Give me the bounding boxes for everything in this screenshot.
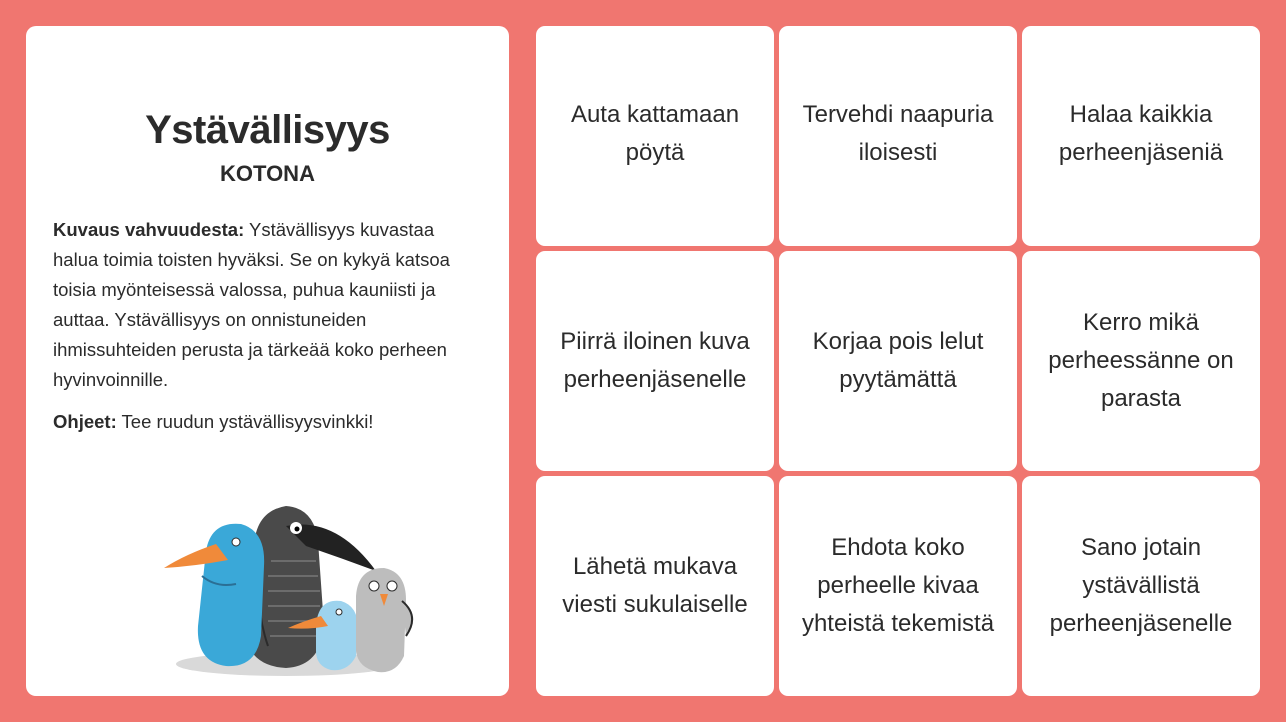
instructions-label: Ohjeet: bbox=[53, 411, 117, 432]
instructions bbox=[53, 407, 482, 437]
tip-tile[interactable] bbox=[779, 26, 1017, 246]
tip-tile[interactable] bbox=[1022, 476, 1260, 696]
tip-tile[interactable] bbox=[779, 476, 1017, 696]
birds-illustration bbox=[136, 476, 416, 686]
tip-text: Tervehdi naapuria iloisesti bbox=[802, 101, 994, 166]
tip-text: Lähetä mukava viesti sukulaiselle bbox=[562, 553, 748, 618]
description-label: Kuvaus vahvuudesta: bbox=[53, 219, 245, 240]
tip-text: Korjaa pois lelut pyytämättä bbox=[812, 328, 984, 393]
tip-text: Piirrä iloinen kuva perheenjäsenelle bbox=[560, 328, 750, 393]
info-card bbox=[26, 26, 509, 696]
tip-text: Sano jotain ystävällistä perheenjäsenelle bbox=[1049, 534, 1233, 637]
tip-tile[interactable] bbox=[536, 26, 774, 246]
kindness-tips-grid bbox=[536, 26, 1260, 696]
tip-text: Kerro mikä perheessänne on parasta bbox=[1048, 309, 1234, 412]
page-title: Ystävällisyys bbox=[145, 108, 390, 152]
tip-text: Auta kattamaan pöytä bbox=[570, 101, 740, 166]
tip-tile[interactable] bbox=[779, 251, 1017, 471]
instructions-text: Tee ruudun ystävällisyysvinkki! bbox=[116, 411, 374, 432]
strength-description bbox=[53, 215, 482, 395]
page-subtitle: KOTONA bbox=[220, 161, 315, 186]
tip-text: Halaa kaikkia perheenjäseniä bbox=[1058, 101, 1224, 166]
tip-tile[interactable] bbox=[1022, 251, 1260, 471]
tip-tile[interactable] bbox=[1022, 26, 1260, 246]
tip-text: Ehdota koko perheelle kivaa yhteistä tekemistä bbox=[801, 534, 995, 637]
tip-tile[interactable] bbox=[536, 476, 774, 696]
description-text: Ystävällisyys kuvastaa halua toimia toisten hyväksi. Se on kykyä katsoa toisia myönteisessä valossa, puhua kauniisti ja auttaa. Ystävällisyys on onnistuneiden ihmissuhteiden perusta ja tärkeää koko perheen hyvinvoinnille. bbox=[53, 219, 450, 390]
tip-tile[interactable] bbox=[536, 251, 774, 471]
